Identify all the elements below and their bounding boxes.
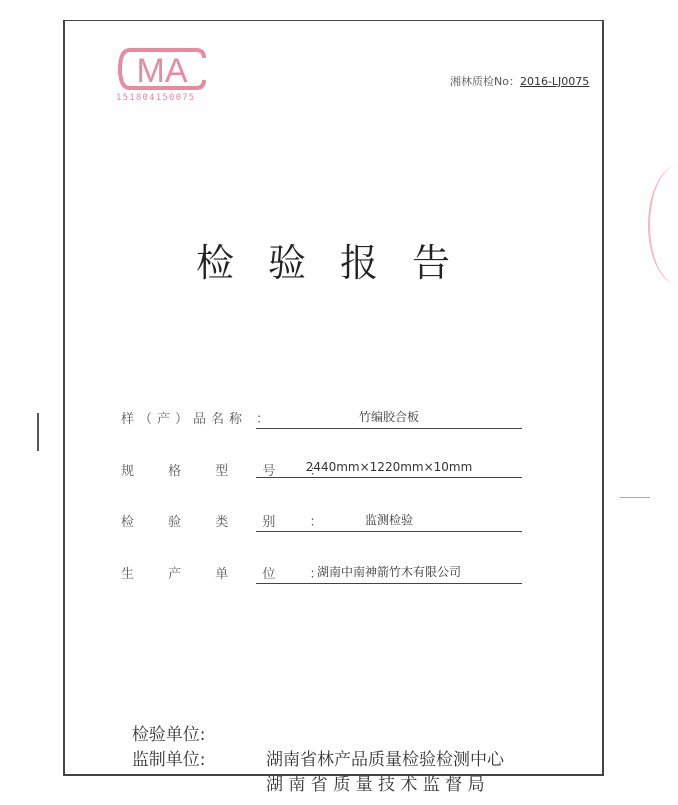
footer-value: 湖 南 省 质 量 技 术 监 督 局 bbox=[266, 775, 485, 795]
field-product-name bbox=[121, 406, 521, 430]
field-value: 竹编胶合板 bbox=[256, 408, 522, 429]
document-border bbox=[63, 20, 604, 776]
field-label: 规 格 型 号 ： bbox=[121, 464, 338, 479]
page-title: 检验报告 bbox=[196, 241, 485, 285]
field-specification bbox=[121, 458, 521, 482]
scan-mark bbox=[37, 413, 39, 451]
field-value: 监测检验 bbox=[256, 511, 522, 532]
scan-mark bbox=[620, 497, 650, 498]
field-label: 检 验 类 别 ： bbox=[121, 515, 338, 530]
footer-label: 监制单位: bbox=[131, 750, 206, 770]
field-label: 样（产）品名称 ： bbox=[121, 412, 275, 427]
field-value: 2440mm×1220mm×10mm bbox=[256, 460, 522, 478]
svg-text:MA: MA bbox=[136, 52, 188, 90]
document-number-label: 湘林质检No： bbox=[450, 75, 520, 88]
footer-label: 检验单位: bbox=[131, 725, 206, 745]
document-number bbox=[450, 73, 589, 89]
red-seal-partial bbox=[648, 165, 678, 285]
field-manufacturer bbox=[121, 561, 521, 585]
document-number-value: 2016-LJ0075 bbox=[519, 75, 590, 88]
field-inspection-type bbox=[121, 509, 521, 533]
field-value: 湖南中南神箭竹木有限公司 bbox=[256, 563, 522, 584]
cma-stamp-logo bbox=[116, 44, 208, 94]
field-label: 生 产 单 位 ： bbox=[121, 567, 338, 582]
footer-value: 湖南省林产品质量检验检测中心 bbox=[266, 750, 504, 770]
cma-code: 151804150075 bbox=[116, 93, 196, 103]
